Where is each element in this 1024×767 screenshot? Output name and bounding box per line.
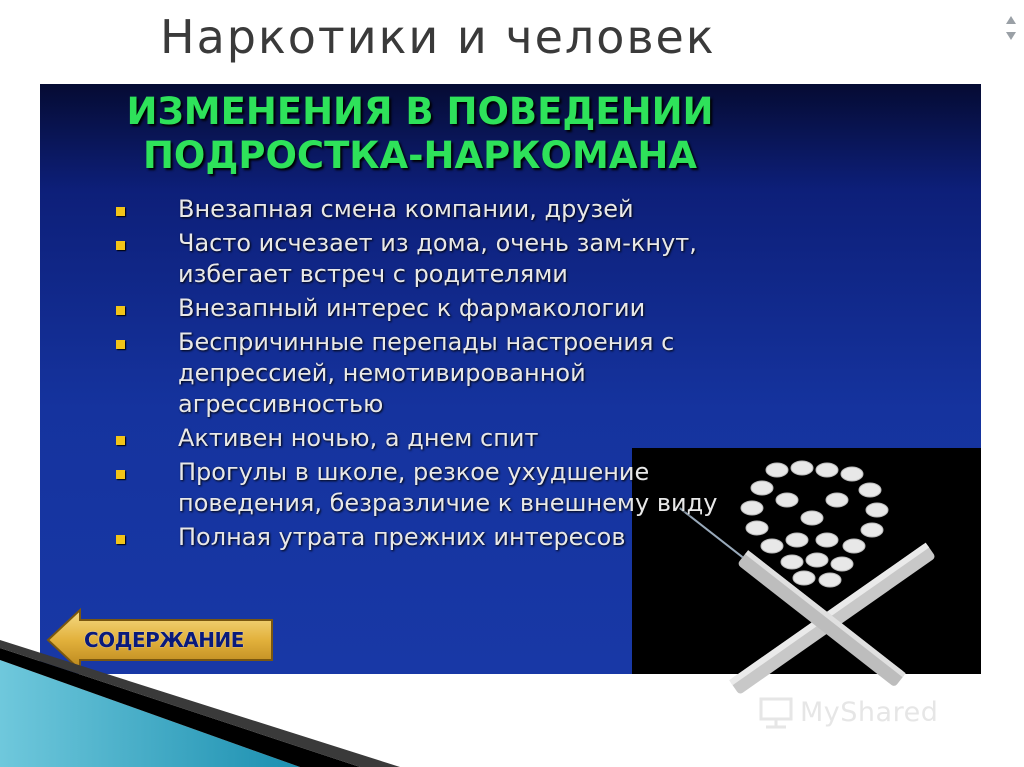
- square-bullet-icon: [116, 470, 125, 479]
- bullet-text: поведения, безразличие к внешнему виду: [178, 489, 718, 517]
- list-item: [112, 194, 812, 225]
- bullet-text: агрессивностью: [178, 390, 384, 418]
- decorative-swoosh: [0, 640, 400, 767]
- contents-button-label: СОДЕРЖАНИЕ: [84, 628, 244, 652]
- bullet-text: Полная утрата прежних интересов: [178, 523, 626, 551]
- slide-image: [40, 84, 981, 728]
- bullet-text: депрессией, немотивированной: [178, 359, 586, 387]
- square-bullet-icon: [116, 306, 125, 315]
- bullet-text: Внезапный интерес к фармакологии: [178, 294, 646, 322]
- bullet-text: Беспричинные перепады настроения с: [178, 328, 675, 356]
- watermark: [758, 692, 938, 732]
- scroll-arrows-icon[interactable]: [1004, 14, 1018, 42]
- square-bullet-icon: [116, 207, 125, 216]
- list-item: [112, 228, 812, 290]
- bullet-text: избегает встреч с родителями: [178, 260, 568, 288]
- list-item: [112, 423, 812, 454]
- bullet-list: [112, 194, 812, 556]
- watermark-text: MyShared: [800, 696, 939, 728]
- bullet-text: Часто исчезает из дома, очень зам-кнут,: [178, 229, 697, 257]
- slide-heading: [40, 90, 800, 178]
- square-bullet-icon: [116, 436, 125, 445]
- list-item: [112, 293, 812, 324]
- bullet-text: Активен ночью, а днем спит: [178, 424, 539, 452]
- presentation-board-icon: [758, 695, 794, 729]
- square-bullet-icon: [116, 241, 125, 250]
- square-bullet-icon: [116, 535, 125, 544]
- slide-heading-line2: ПОДРОСТКА-НАРКОМАНА: [142, 134, 698, 177]
- list-item: [112, 327, 812, 420]
- slide-heading-line1: ИЗМЕНЕНИЯ В ПОВЕДЕНИИ: [126, 90, 714, 133]
- bullet-text: Прогулы в школе, резкое ухудшение: [178, 458, 650, 486]
- page-title: Наркотики и человек: [160, 10, 716, 64]
- list-item: [112, 457, 812, 519]
- square-bullet-icon: [116, 340, 125, 349]
- list-item: [112, 522, 812, 553]
- bullet-text: Внезапная смена компании, друзей: [178, 195, 634, 223]
